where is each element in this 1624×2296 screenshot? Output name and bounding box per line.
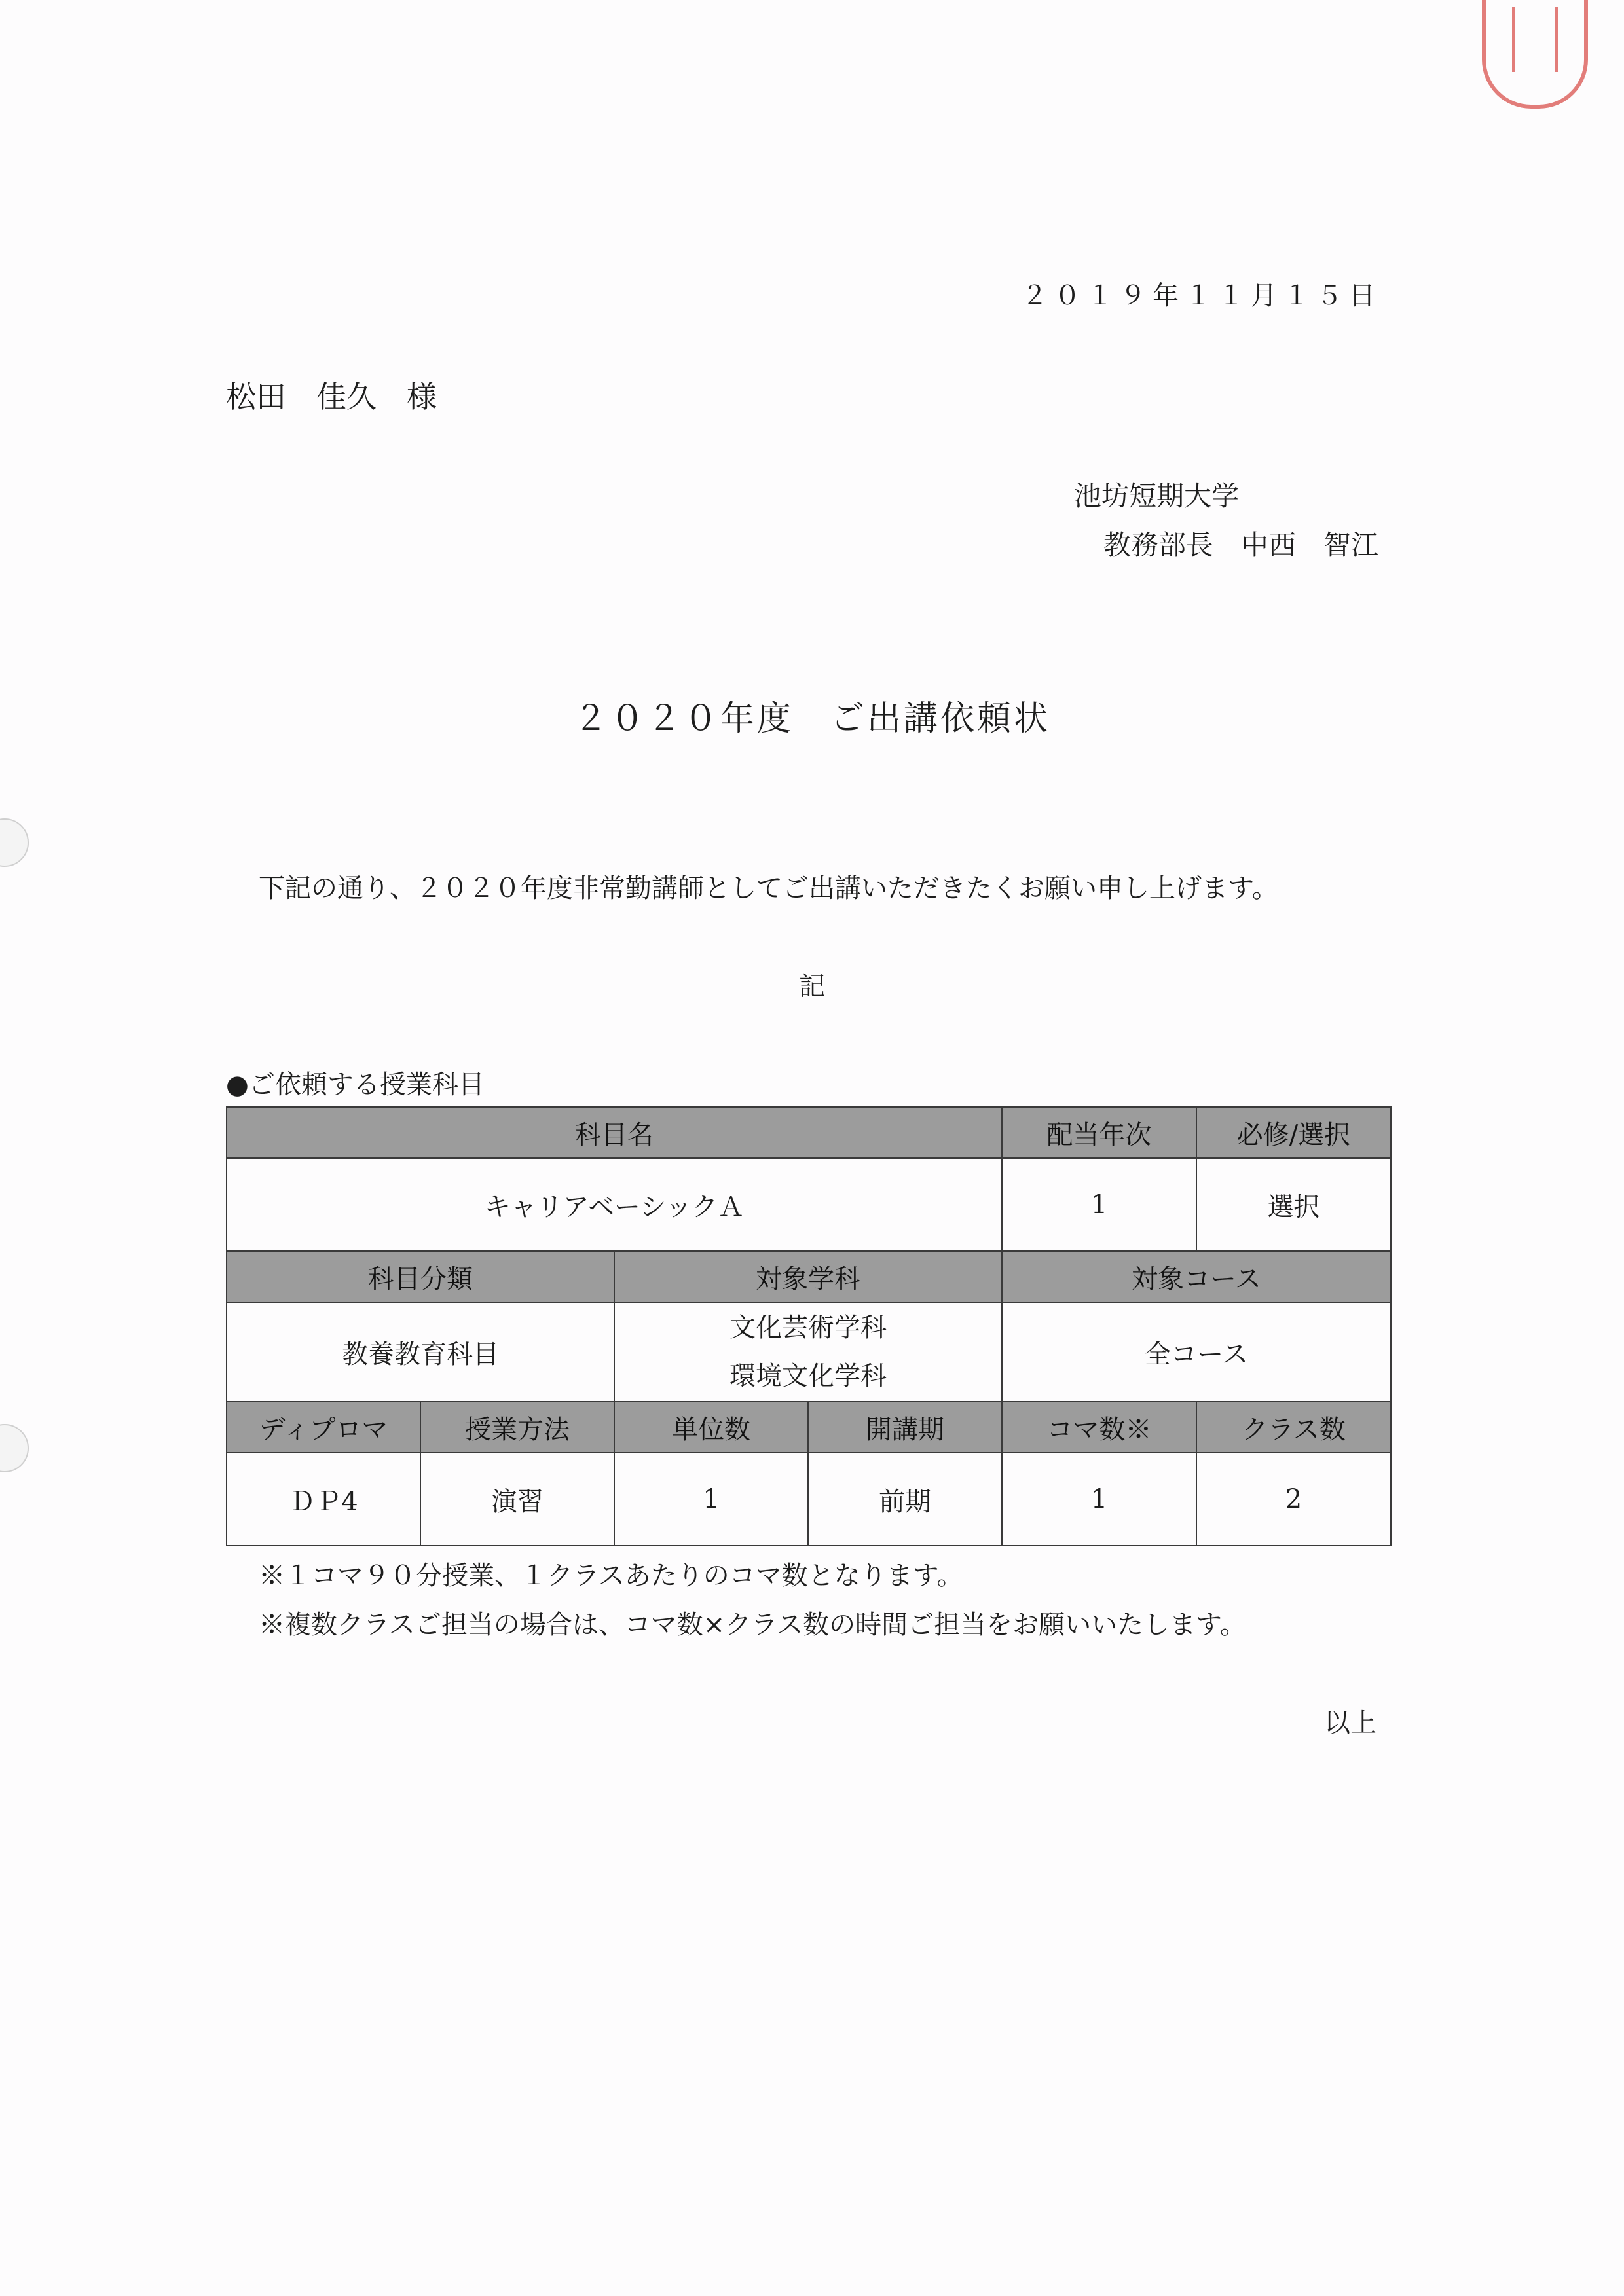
closing-ijou: 以上: [1324, 1708, 1376, 1738]
table-row: [227, 1302, 1391, 1402]
table-row: [227, 1402, 1391, 1453]
body-text: 下記の通り、２０２０年度非常勤講師としてご出講いただきたくお願い申し上げます。: [259, 873, 1278, 903]
department-item: 文化芸術学科: [729, 1313, 887, 1343]
table-row: [227, 1158, 1391, 1251]
header-periods: コマ数※: [1002, 1402, 1196, 1453]
cell-class-count: 2: [1196, 1453, 1391, 1546]
header-term: 開講期: [808, 1402, 1002, 1453]
document-title: ２０２０年度 ご出講依頼状: [573, 699, 1050, 738]
footnote-multiple-classes: ※複数クラスご担当の場合は、コマ数×クラス数の時間ご担当をお願いいたします。: [259, 1610, 1246, 1640]
section-heading: ●ご依頼する授業科目: [226, 1070, 485, 1100]
seal-stamp: [1482, 0, 1588, 109]
cell-term: 前期: [808, 1453, 1002, 1546]
cell-grade-year: 1: [1002, 1158, 1196, 1251]
table-row: [227, 1251, 1391, 1302]
punch-hole: [0, 1424, 29, 1472]
header-target-department: 対象学科: [614, 1251, 1002, 1302]
sender-name: 教務部長 中西 智江: [1103, 529, 1379, 561]
department-item: 環境文化学科: [729, 1361, 887, 1391]
header-class-method: 授業方法: [420, 1402, 614, 1453]
table-row: [227, 1107, 1391, 1158]
cell-class-method: 演習: [420, 1453, 614, 1546]
header-required-elective: 必修/選択: [1196, 1107, 1391, 1158]
header-class-count: クラス数: [1196, 1402, 1391, 1453]
cell-diploma: ＤＰ4: [227, 1453, 420, 1546]
header-subject-category: 科目分類: [227, 1251, 614, 1302]
ki-marker: 記: [799, 972, 825, 1002]
punch-hole: [0, 818, 29, 867]
header-subject-name: 科目名: [227, 1107, 1002, 1158]
cell-target-course: 全コース: [1002, 1302, 1391, 1402]
header-target-course: 対象コース: [1002, 1251, 1391, 1302]
sender-organization: 池坊短期大学: [1074, 480, 1240, 512]
footnote-periods: ※１コマ９０分授業、１クラスあたりのコマ数となります。: [259, 1561, 963, 1591]
header-diploma: ディプロマ: [227, 1402, 420, 1453]
header-grade-year: 配当年次: [1002, 1107, 1196, 1158]
cell-required-elective: 選択: [1196, 1158, 1391, 1251]
cell-periods: 1: [1002, 1453, 1196, 1546]
recipient-name: 松田 佳久 様: [226, 379, 437, 414]
table-row: [227, 1453, 1391, 1546]
cell-subject-category: 教養教育科目: [227, 1302, 614, 1402]
header-credits: 単位数: [614, 1402, 808, 1453]
letter-date: ２０１９年１１月１５日: [1022, 281, 1382, 311]
cell-target-departments: [614, 1302, 1002, 1402]
cell-credits: 1: [614, 1453, 808, 1546]
subject-table: [226, 1106, 1392, 1546]
cell-subject-name: キャリアベーシックＡ: [227, 1158, 1002, 1251]
